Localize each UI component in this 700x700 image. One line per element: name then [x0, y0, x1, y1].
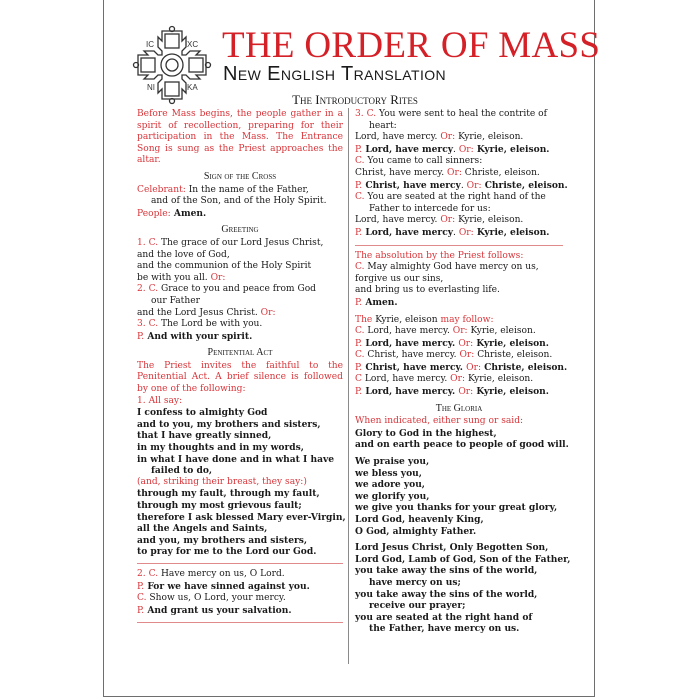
option-3-line: Father to intercede for us: [369, 203, 491, 214]
kyrie-row: C. Lord, have mercy. Or: Kyrie, eleison. [355, 326, 536, 337]
people-line: People: Amen. [137, 207, 207, 219]
gloria-line: we give you thanks for your great glory, [355, 502, 558, 514]
page-subtitle: New English Translation [223, 63, 447, 85]
greeting-2-line: our Father [151, 295, 200, 306]
confiteor-line: and to you, my brothers and sisters, [137, 418, 321, 430]
gloria-heading: The Gloria [435, 402, 483, 414]
option-2-c1: 2. C. Have mercy on us, O Lord. [137, 568, 285, 579]
confiteor-line: in my thoughts and in my words, [137, 442, 304, 454]
greeting-response: P. And with your spirit. [137, 330, 253, 342]
option-2-p1: P. For we have sinned against you. [137, 580, 310, 592]
penitential-rubric: The Priest invites the faithful to the Penitential Act. A brief silence is followed by one of the following: [137, 360, 343, 395]
confiteor-line: through my fault, through my fault, [137, 488, 320, 500]
left-column [137, 109, 346, 628]
option-3-c: C. You came to call sinners: [355, 156, 483, 167]
confiteor-line: failed to do, [151, 465, 213, 477]
penitential-heading: Penitential Act [207, 347, 273, 359]
confiteor-line: to pray for me to the Lord our God. [137, 546, 317, 558]
absolution-line: and bring us to everlasting life. [355, 285, 500, 296]
confiteor-line: all the Angels and Saints, [137, 523, 268, 535]
gloria-line: Glory to God in the highest, [355, 427, 497, 439]
greeting-3: 3. C. The Lord be with you. [137, 319, 263, 330]
gloria-line: Lord God, Lamb of God, Son of the Father, [355, 553, 571, 565]
gloria-line: you take away the sins of the world, [355, 588, 538, 600]
gloria-line: We praise you, [355, 456, 430, 468]
celebrant-line: Celebrant: In the name of the Father, [137, 184, 309, 195]
gloria-line: we adore you, [355, 479, 425, 491]
greeting-2-line: and the Lord Jesus Christ. Or: [137, 307, 276, 318]
greeting-2: 2. C. Grace to you and peace from God [137, 284, 317, 295]
page-title: THE ORDER OF MASS [222, 25, 601, 66]
greeting-1-line: be with you all. Or: [137, 272, 226, 283]
option-3-c: C. You are seated at the right hand of the [355, 192, 546, 203]
confiteor-line: therefore I ask blessed Mary ever-Virgin, [137, 511, 346, 523]
separator-rule [137, 622, 343, 623]
intro-rubric: Before Mass begins, the people gather in a spirit of recollection, preparing for their participation in the Mass. The Entrance Song is sung as the Priest approaches the altar. [137, 109, 343, 166]
column-divider [348, 108, 349, 664]
svg-text:NI: NI [147, 83, 155, 92]
gloria-line: we glorify you, [355, 490, 430, 502]
striking-rubric: (and, striking their breast, they say:) [137, 476, 307, 487]
gloria-line: receive our prayer; [369, 600, 466, 612]
gloria-line: you take away the sins of the world, [355, 565, 538, 577]
absolution-line: C. May almighty God have mercy on us, [355, 262, 539, 273]
confiteor-line: that I have greatly sinned, [137, 430, 272, 442]
confiteor-line: I confess to almighty God [137, 407, 268, 419]
separator-rule [137, 563, 343, 564]
gloria-line: and on earth peace to people of good will. [355, 439, 569, 451]
jerusalem-cross-icon [132, 25, 212, 105]
svg-text:KA: KA [187, 83, 198, 92]
option-3-line: Lord, have mercy. Or: Kyrie, eleison. [355, 215, 524, 226]
kyrie-row: P. Lord, have mercy. Or: Kyrie, eleison. [355, 386, 549, 398]
absolution-response: P. Amen. [355, 296, 398, 308]
option-3-line: heart: [369, 120, 397, 131]
confiteor-line: in what I have done and in what I have [137, 453, 335, 465]
kyrie-row: P. Christ, have mercy. Or: Christe, eleison. [355, 361, 568, 373]
svg-text:IC: IC [146, 40, 154, 49]
svg-text:XC: XC [187, 40, 199, 49]
gloria-line: Lord God, heavenly King, [355, 514, 484, 525]
option-3-response: P. Lord, have mercy. Or: Kyrie, eleison. [355, 226, 550, 238]
greeting-1-line: and the love of God, [137, 249, 230, 260]
option-2-p2: P. And grant us your salvation. [137, 604, 292, 616]
option-3-response: P. Christ, have mercy. Or: Christe, eleison. [355, 179, 568, 191]
absolution-line: forgive us our sins, [355, 273, 444, 284]
celebrant-line-2: and of the Son, and of the Holy Spirit. [151, 196, 327, 207]
all-say-rubric: 1. All say: [137, 395, 183, 406]
gloria-line: we bless you, [355, 467, 422, 479]
greeting-1-line: and the communion of the Holy Spirit [137, 261, 312, 272]
option-3-c: 3. C. You were sent to heal the contrite of [355, 109, 548, 119]
option-3-line: Christ, have mercy. Or: Christe, eleison. [355, 167, 540, 178]
gloria-line: you are seated at the right hand of [355, 611, 533, 623]
gloria-line: Lord Jesus Christ, Only Begotten Son, [355, 542, 549, 554]
greeting-1: 1. C. The grace of our Lord Jesus Christ, [137, 237, 324, 248]
confiteor-line: through my most grievous fault; [137, 500, 302, 511]
gloria-rubric: When indicated, either sung or said: [355, 416, 524, 427]
gloria-line: have mercy on us; [369, 576, 461, 588]
absolution-rubric: The absolution by the Priest follows: [355, 250, 524, 261]
option-3-response: P. Lord, have mercy. Or: Kyrie, eleison. [355, 143, 550, 155]
kyrie-rubric: The Kyrie, eleison may follow: [355, 314, 494, 325]
gloria-line: the Father, have mercy on us. [369, 623, 520, 635]
option-3-line: Lord, have mercy. Or: Kyrie, eleison. [355, 132, 524, 143]
sign-of-cross-heading: Sign of the Cross [203, 170, 277, 182]
right-column [355, 109, 571, 635]
greeting-heading: Greeting [221, 224, 259, 236]
option-2-c2: C. Show us, O Lord, your mercy. [137, 593, 286, 604]
section-title: The Introductory Rites [292, 92, 418, 107]
kyrie-row: C Lord, have mercy. Or: Kyrie, eleison. [355, 374, 534, 385]
kyrie-row: P. Lord, have mercy. Or: Kyrie, eleison. [355, 337, 549, 349]
separator-rule [355, 245, 563, 246]
gloria-line: O God, almighty Father. [355, 525, 477, 537]
kyrie-row: C. Christ, have mercy. Or: Christe, eleison. [355, 350, 553, 361]
confiteor-line: and you, my brothers and sisters, [137, 534, 308, 546]
